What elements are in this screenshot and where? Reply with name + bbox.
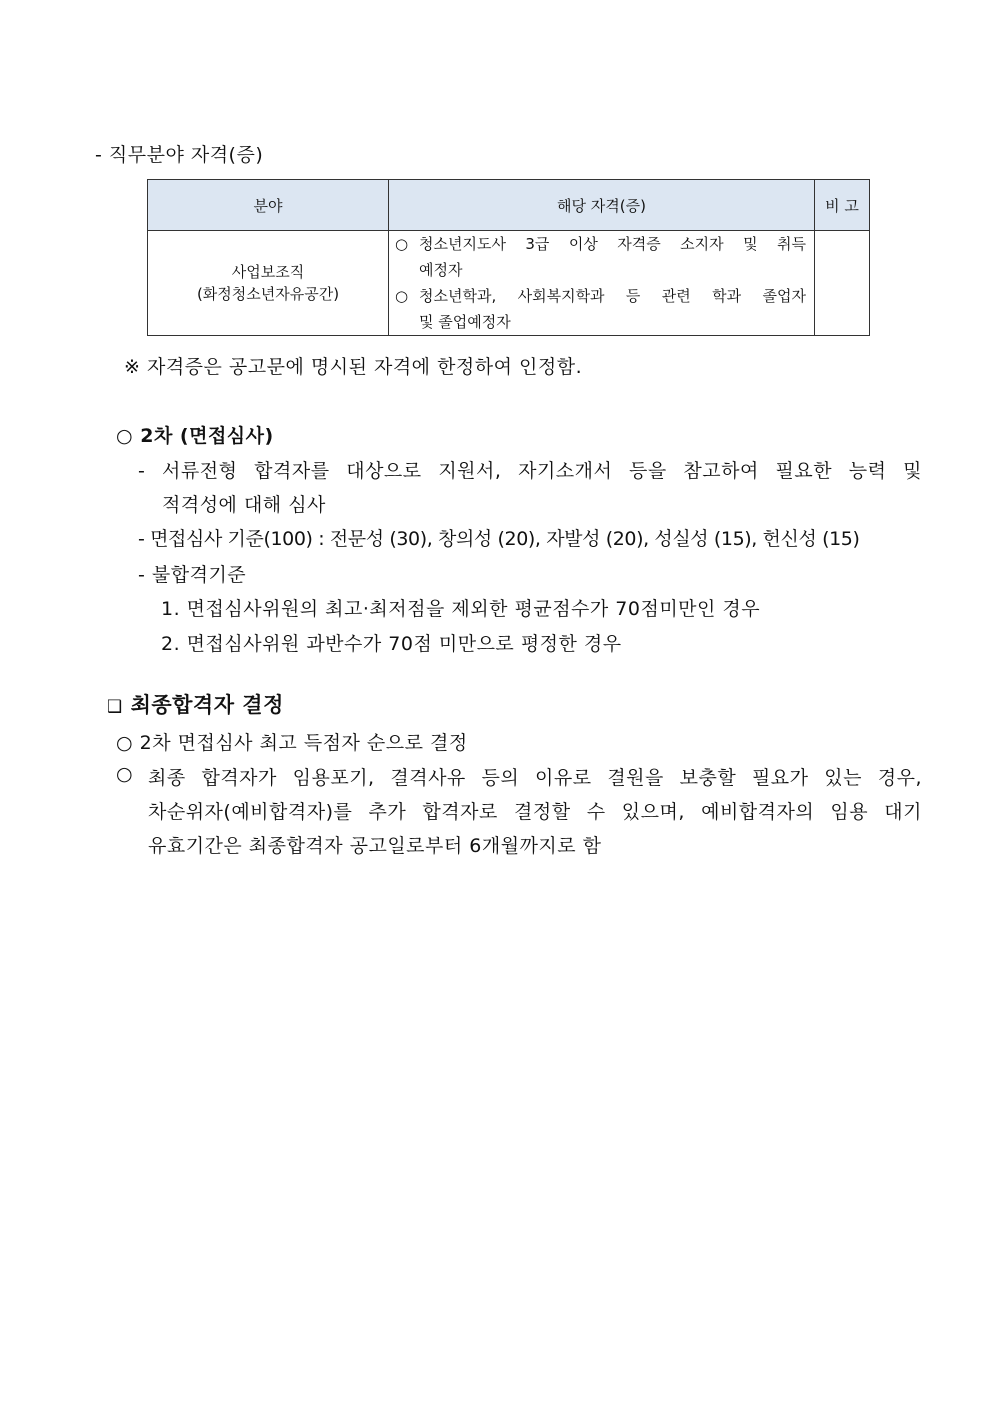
round2-item-1-line-1: - 서류전형 합격자를 대상으로 지원서, 자기소개서 등을 참고하여 필요한 능력 및: [138, 460, 922, 482]
qualification-1-line-1: 청소년지도사 3급 이상 자격증 소지자 및 취득: [419, 235, 806, 253]
fail-criterion-2: 2. 면접심사위원 과반수가 70점 미만으로 평정한 경우: [161, 633, 622, 655]
final-bullet-2-line-3: 유효기간은 최종합격자 공고일로부터 6개월까지로 함: [148, 835, 602, 857]
table-note: ※ 자격증은 공고문에 명시된 자격에 한정하여 인정함.: [124, 356, 583, 378]
fail-criterion-1: 1. 면접심사위원의 최고·최저점을 제외한 평균점수가 70점미만인 경우: [161, 598, 761, 620]
final-bullet-2-line-1: 최종 합격자가 임용포기, 결격사유 등의 이유로 결원을 보충할 필요가 있는 경우,: [148, 767, 922, 789]
qualification-2-line-2: 및 졸업예정자: [419, 313, 511, 331]
circle-bullet-icon: ○: [395, 235, 409, 253]
final-bullet-1-text: 2차 면접심사 최고 득점자 순으로 결정: [139, 732, 468, 754]
round2-item-1-line-2: 적격성에 대해 심사: [162, 494, 326, 516]
header-field: 분야: [148, 180, 389, 231]
round2-title: 2차 (면접심사): [140, 425, 274, 447]
round2-heading: [116, 421, 274, 448]
qualification-item: [395, 231, 806, 283]
round2-item-2: - 면접심사 기준(100) : 전문성 (30), 창의성 (20), 자발성 (20), 성실성 (15), 헌신성 (15): [138, 528, 860, 550]
field-location: (화정청소년자유공간): [196, 285, 340, 303]
qualification-1-line-2: 예정자: [419, 261, 463, 279]
circle-bullet-icon: ○: [395, 287, 409, 305]
header-qualification: 해당 자격(증): [389, 180, 815, 231]
header-note: 비 고: [815, 180, 870, 231]
qualification-cell: [389, 231, 815, 336]
section-title: - 직무분야 자격(증): [95, 144, 264, 166]
circle-bullet-icon: ○: [116, 763, 134, 785]
table-row: [148, 231, 870, 336]
final-bullet-2-line-2: 차순위자(예비합격자)를 추가 합격자로 결정할 수 있으며, 예비합격자의 임용 대기: [148, 801, 922, 823]
final-title: 최종합격자 결정: [130, 693, 284, 717]
field-name: 사업보조직: [231, 263, 305, 281]
square-bullet-icon: ❑: [107, 697, 123, 717]
field-cell: [148, 231, 389, 336]
note-cell: [815, 231, 870, 336]
table-header-row: [148, 180, 870, 231]
circle-bullet-icon: ○: [116, 732, 134, 754]
final-heading: [107, 689, 284, 719]
qualification-table: [147, 179, 870, 336]
qualification-2-line-1: 청소년학과, 사회복지학과 등 관련 학과 졸업자: [419, 287, 806, 305]
circle-bullet-icon: ○: [116, 425, 134, 447]
round2-item-3: - 불합격기준: [138, 564, 247, 586]
qualification-item: [395, 283, 806, 335]
final-bullet-1: [116, 728, 468, 755]
